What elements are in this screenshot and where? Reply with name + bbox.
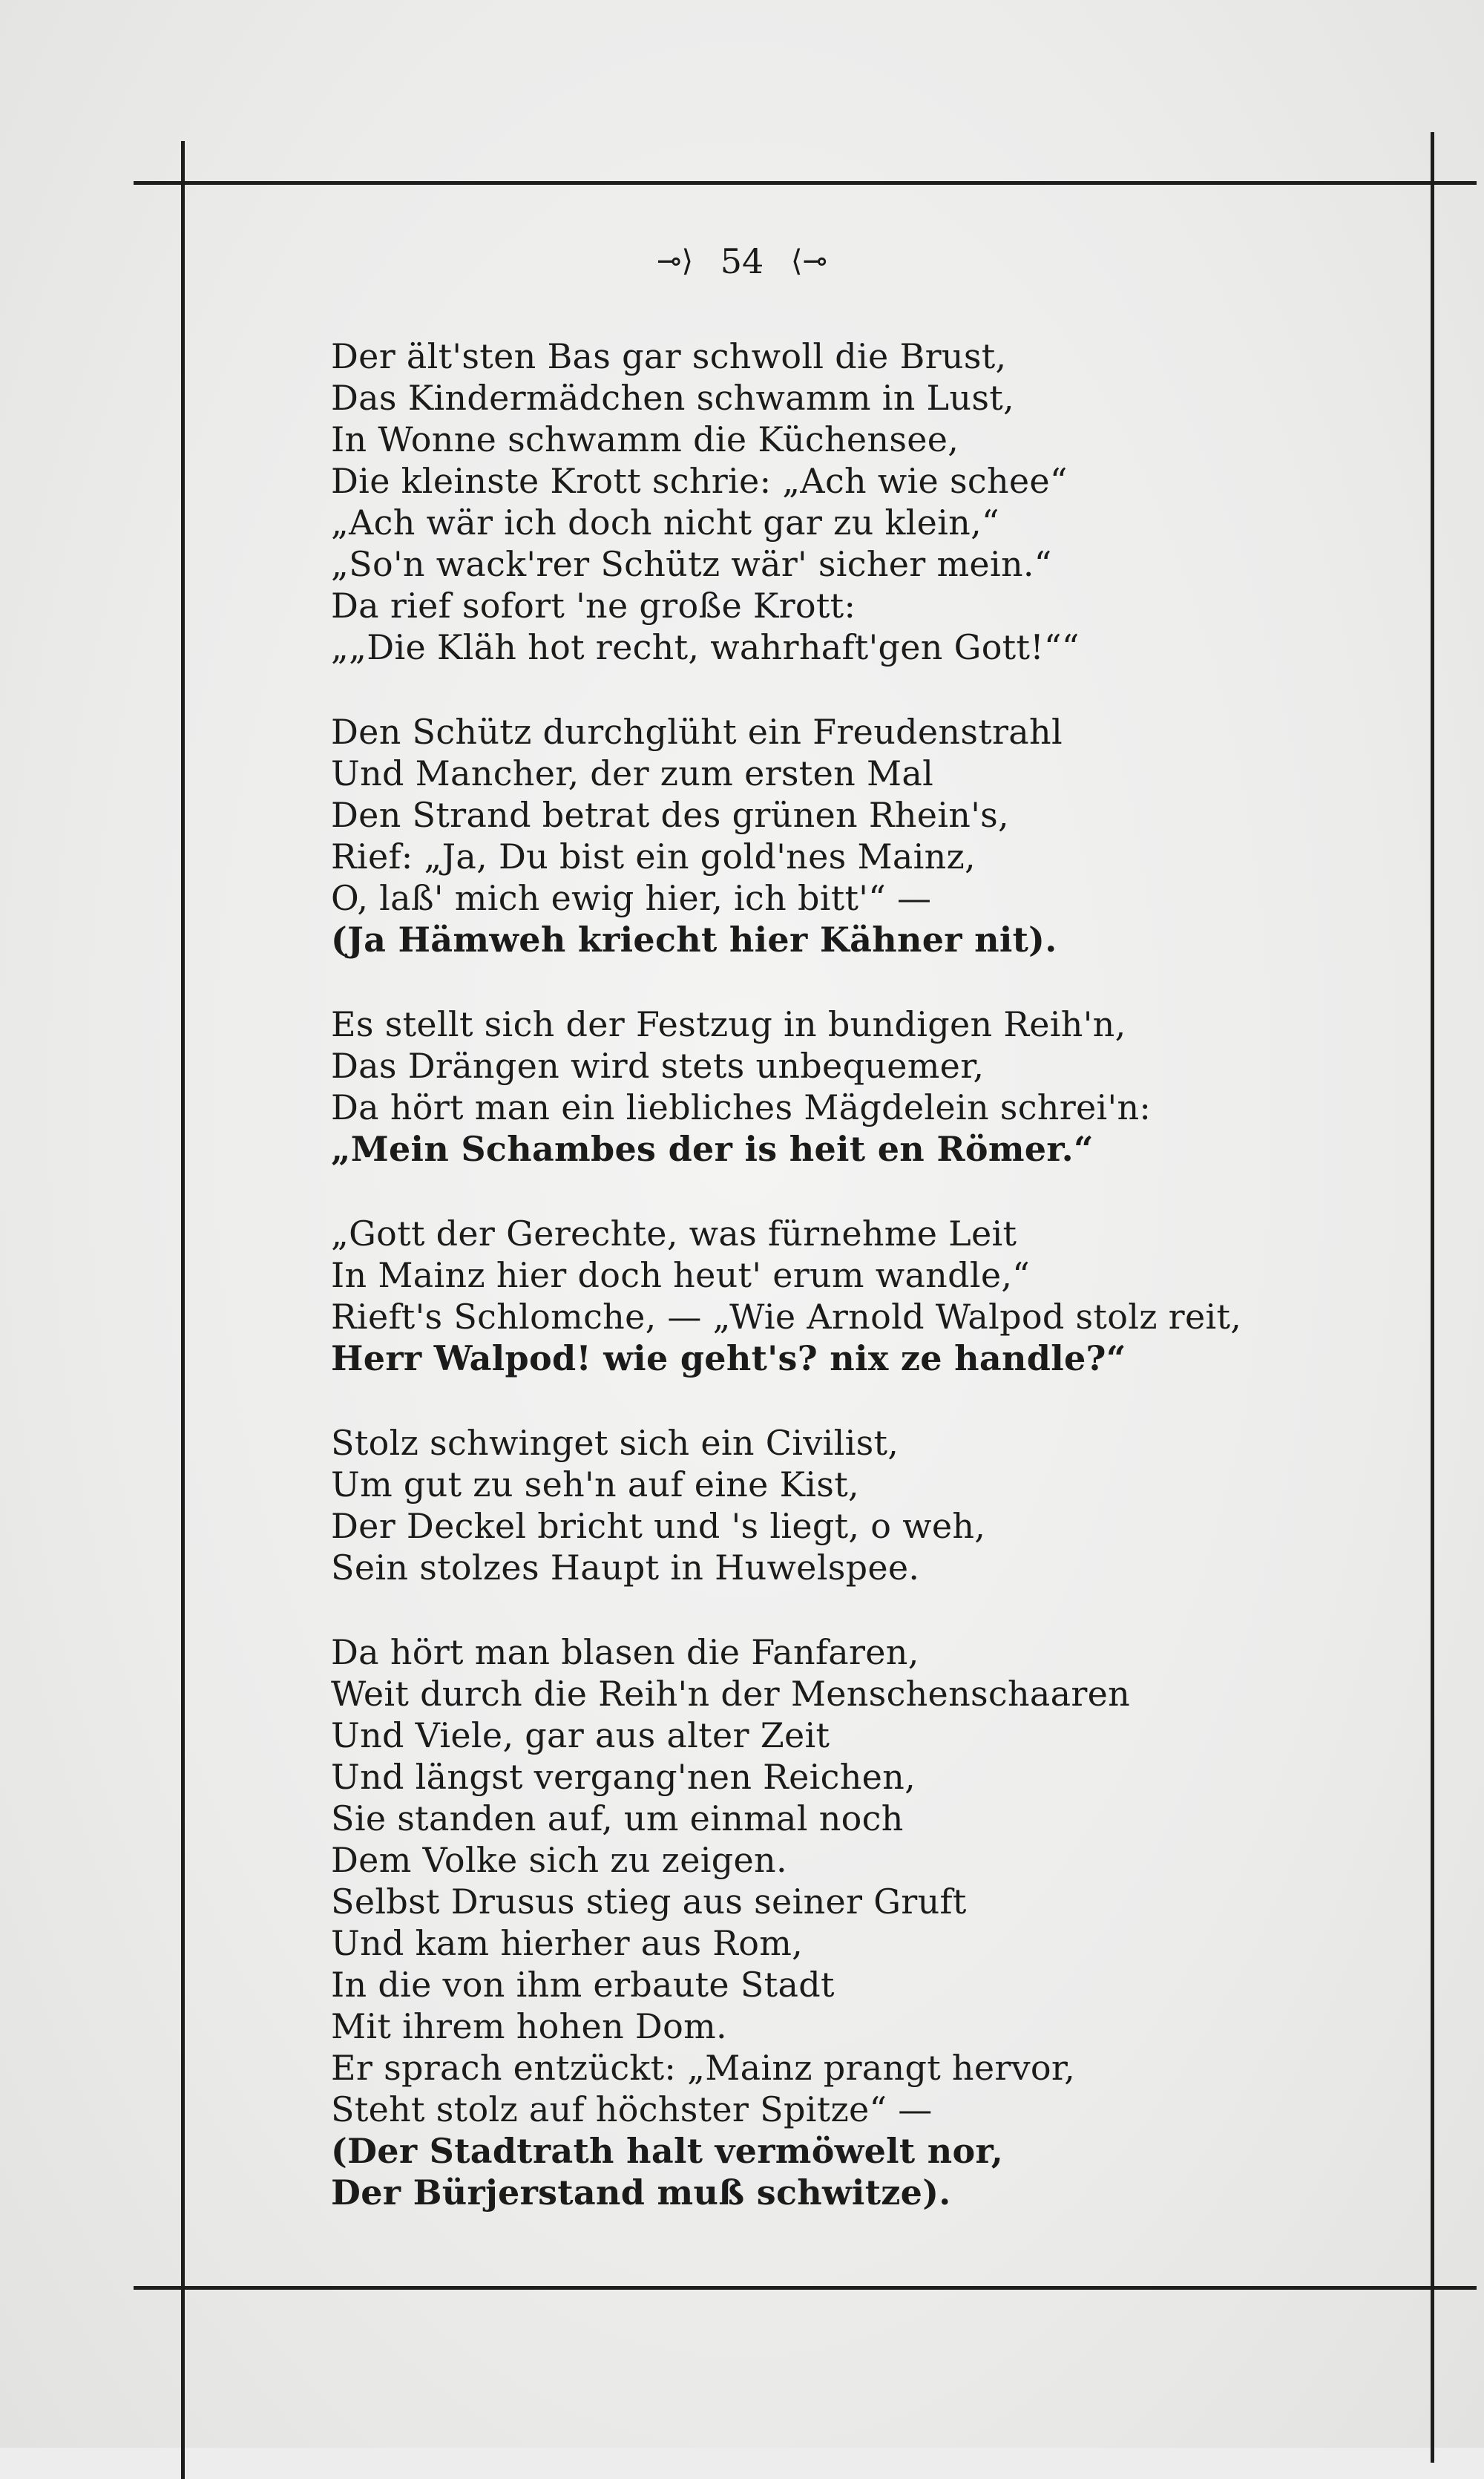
poem-line: Da rief sofort 'ne große Krott: xyxy=(331,586,856,626)
frame-top-rule xyxy=(134,181,1477,185)
poem-line: Der Bürjerstand muß schwitze). xyxy=(331,2172,951,2213)
stanza xyxy=(331,711,1399,960)
poem-line: Rief: „Ja, Du bist ein gold'nes Mainz, xyxy=(331,836,976,877)
stanza xyxy=(331,1422,1399,1588)
stanza xyxy=(331,335,1399,668)
poem-line: Mit ihrem hohen Dom. xyxy=(331,2006,727,2046)
poem-line: Stolz schwinget sich ein Civilist, xyxy=(331,1423,899,1463)
poem-line: „Ach wär ich doch nicht gar zu klein,“ xyxy=(331,502,999,543)
stanza xyxy=(331,1213,1399,1379)
poem-line: Er sprach entzückt: „Mainz prangt hervor, xyxy=(331,2048,1076,2088)
poem-line: Und längst vergang'nen Reichen, xyxy=(331,1757,916,1797)
poem-line: „„Die Kläh hot recht, wahrhaft'gen Gott!““ xyxy=(331,627,1080,667)
page-number: 54 xyxy=(720,241,764,281)
poem-line: Herr Walpod! wie geht's? nix ze handle?“ xyxy=(331,1338,1126,1378)
poem-body xyxy=(331,335,1399,2213)
poem-line: In die von ihm erbaute Stadt xyxy=(331,1965,835,2005)
ornament-right-icon: ⟨⊸ xyxy=(790,244,828,278)
poem-line: Es stellt sich der Festzug in bundigen Reih'n, xyxy=(331,1004,1126,1044)
poem-line: (Ja Hämweh kriecht hier Kähner nit). xyxy=(331,920,1057,960)
poem-line: Sie standen auf, um einmal noch xyxy=(331,1798,904,1838)
poem-line: Dem Volke sich zu zeigen. xyxy=(331,1840,787,1880)
frame-left-rule xyxy=(181,141,185,2479)
poem-line: „So'n wack'rer Schütz wär' sicher mein.“ xyxy=(331,544,1052,584)
poem-line: O, laß' mich ewig hier, ich bitt'“ — xyxy=(331,878,932,918)
poem-line: Sein stolzes Haupt in Huwelspee. xyxy=(331,1548,920,1588)
poem-line: Rieft's Schlomche, — „Wie Arnold Walpod stolz reit, xyxy=(331,1297,1242,1337)
ornament-left-icon: ⊸⟩ xyxy=(656,244,694,278)
poem-line: Da hört man blasen die Fanfaren, xyxy=(331,1632,919,1672)
poem-line: Selbst Drusus stieg aus seiner Gruft xyxy=(331,1882,967,1922)
poem-line: In Wonne schwamm die Küchensee, xyxy=(331,419,959,459)
poem-line: (Der Stadtrath halt vermöwelt nor, xyxy=(331,2131,1004,2171)
page-header xyxy=(0,236,1484,284)
stanza xyxy=(331,1631,1399,2213)
poem-line: Und Viele, gar aus alter Zeit xyxy=(331,1715,830,1755)
poem-line: Das Kindermädchen schwamm in Lust, xyxy=(331,378,1014,418)
poem-line: Und kam hierher aus Rom, xyxy=(331,1923,804,1963)
poem-line: Der ält'sten Bas gar schwoll die Brust, xyxy=(331,336,1007,376)
poem-line: „Gott der Gerechte, was fürnehme Leit xyxy=(331,1214,1017,1254)
frame-bottom-rule xyxy=(134,2286,1477,2290)
poem-line: Die kleinste Krott schrie: „Ach wie schee“ xyxy=(331,461,1068,501)
poem-line: Um gut zu seh'n auf eine Kist, xyxy=(331,1464,859,1504)
poem-line: Den Schütz durchglüht ein Freudenstrahl xyxy=(331,712,1063,752)
stanza xyxy=(331,1003,1399,1170)
poem-line: Das Drängen wird stets unbequemer, xyxy=(331,1046,985,1086)
poem-line: Und Mancher, der zum ersten Mal xyxy=(331,753,934,793)
poem-line: Da hört man ein liebliches Mägdelein schrei'n: xyxy=(331,1087,1152,1127)
frame-right-rule xyxy=(1431,132,1434,2463)
poem-line: Der Deckel bricht und 's liegt, o weh, xyxy=(331,1506,986,1546)
poem-line: Weit durch die Reih'n der Menschenschaaren xyxy=(331,1674,1131,1714)
poem-line: Steht stolz auf höchster Spitze“ — xyxy=(331,2089,933,2129)
poem-line: Den Strand betrat des grünen Rhein's, xyxy=(331,795,1009,835)
poem-line: In Mainz hier doch heut' erum wandle,“ xyxy=(331,1255,1031,1295)
poem-line: „Mein Schambes der is heit en Römer.“ xyxy=(331,1129,1094,1169)
